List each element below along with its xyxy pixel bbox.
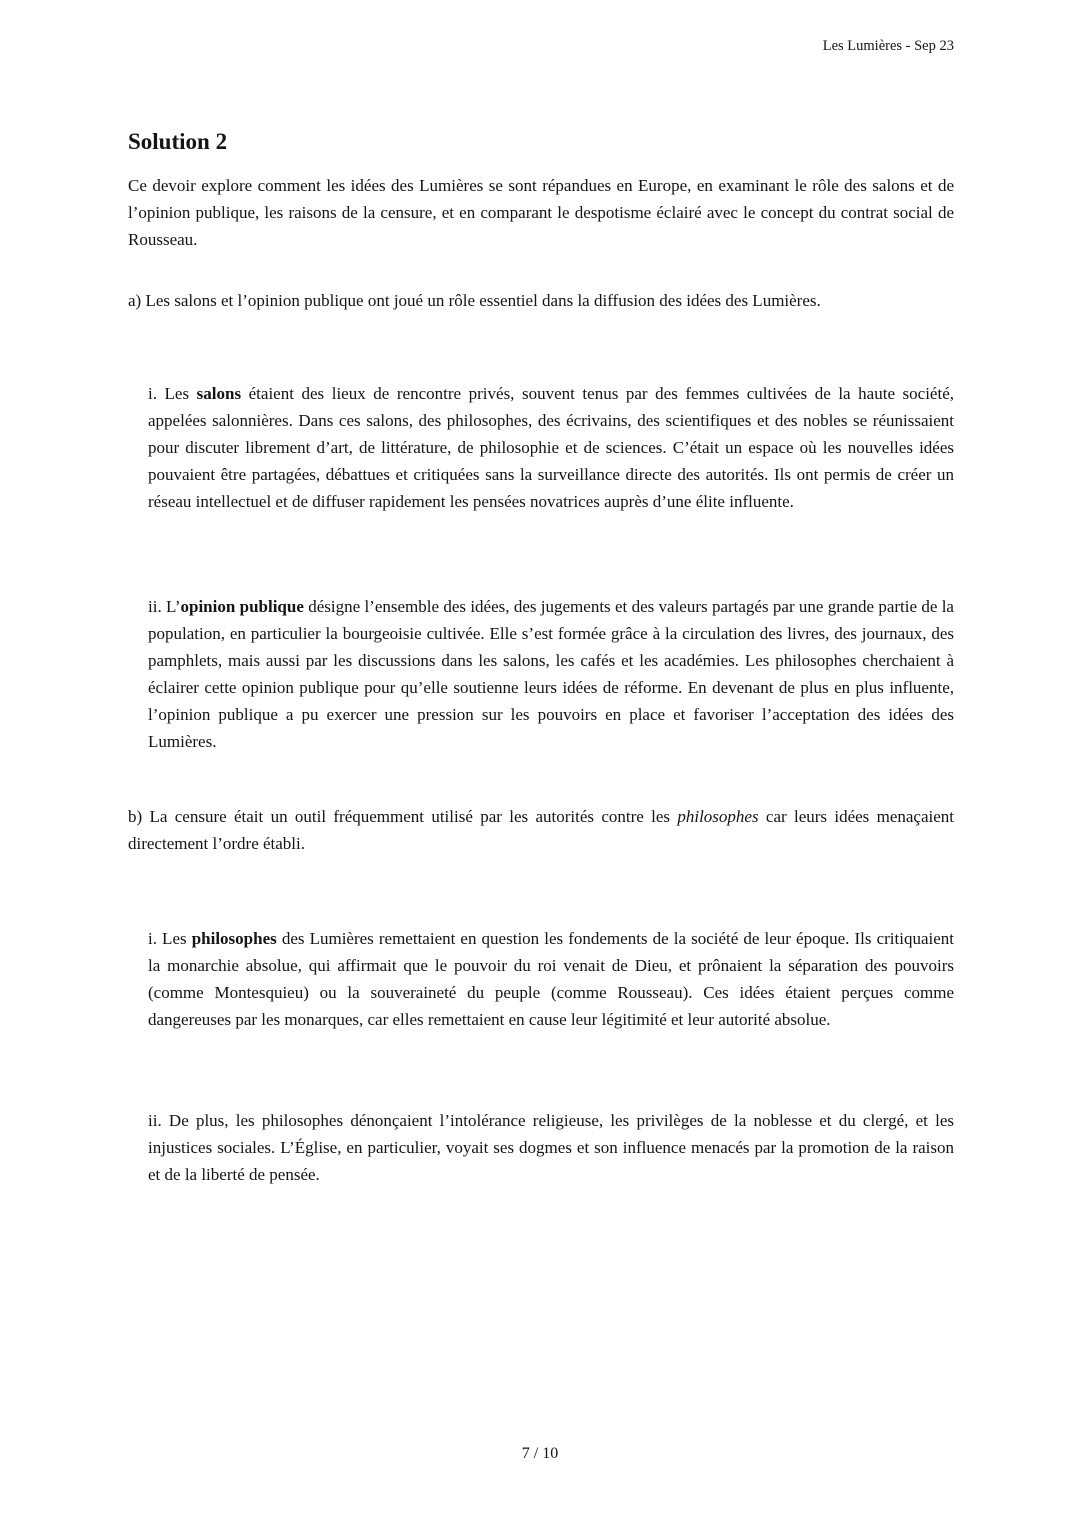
text-segment: a) Les salons et l’opinion publique ont joué un rôle essentiel dans la diffusion des idées des Lumières.	[128, 291, 821, 310]
text-segment: i. Les	[148, 929, 192, 948]
text-segment: désigne l’ensemble des idées, des jugements et des valeurs partagés par une grande partie de la population, en particulier la bourgeoisie cultivée. Elle s’est formée grâce à la circulation des livres, des journaux, des pamphlets, mais aussi par les discussions dans les salons, les cafés et les académies. Les philosophes cherchaient à éclairer cette opinion publique pour qu’elle soutienne leurs idées de réforme. En devenant de plus en plus influente, l’opinion publique a pu exercer une pression sur les pouvoirs en place et favoriser l’acceptation des idées des Lumières.	[148, 597, 954, 751]
text-segment: Ce devoir explore comment les idées des Lumières se sont répandues en Europe, en examinant le rôle des salons et de l’opinion publique, les raisons de la censure, et en comparant le despotisme éclairé avec le concept du contrat social de Rousseau.	[128, 176, 954, 249]
section-title: Solution 2	[128, 129, 228, 154]
text-segment: salons	[196, 384, 242, 403]
text-segment: philosophes	[677, 807, 759, 826]
text-segment: i. Les	[148, 384, 197, 403]
running-title: Les Lumières - Sep 23	[822, 38, 954, 54]
part-a-item-ii	[148, 593, 954, 755]
part-a-lead	[128, 287, 954, 314]
text-segment: opinion publique	[180, 597, 304, 616]
text-segment: ii. De plus, les philosophes dénonçaient l’intolérance religieuse, les privilèges de la noblesse et du clergé, et les injustices sociales. L’Église, en particulier, voyait ses dogmes et son influence menacés par la promotion de la raison et de la liberté de pensée.	[148, 1111, 954, 1184]
text-segment: philosophes	[191, 929, 277, 948]
text-segment: ii. L’	[148, 597, 181, 616]
part-b-item-ii	[148, 1107, 954, 1188]
part-b-item-i	[148, 925, 954, 1033]
text-segment: b) La censure était un outil fréquemment utilisé par les autorités contre les	[128, 807, 678, 826]
part-b-lead	[128, 803, 954, 857]
intro-paragraph	[128, 172, 954, 253]
page-number: 7 / 10	[521, 1445, 559, 1462]
part-a-item-i	[148, 380, 954, 515]
text-segment: car leurs idées menaçaient directement l’ordre établi.	[128, 807, 955, 853]
page-header	[128, 36, 954, 56]
text-segment: des Lumières remettaient en question les fondements de la société de leur époque. Ils critiquaient la monarchie absolue, qui affirmait que le pouvoir du roi venait de Dieu, et prônaient la séparation des pouvoirs (comme Montesquieu) ou la souveraineté du peuple (comme Rousseau). Ces idées étaient perçues comme dangereuses par les monarques, car elles remettaient en cause leur légitimité et leur autorité absolue.	[148, 929, 954, 1029]
text-segment: étaient des lieux de rencontre privés, souvent tenus par des femmes cultivées de la haute société, appelées salonnières. Dans ces salons, des philosophes, des écrivains, des scientifiques et des nobles se réunissaient pour discuter librement d’art, de littérature, de philosophie et de sciences. C’était un espace où les nouvelles idées pouvaient être partagées, débattues et critiquées sans la surveillance directe des autorités. Ils ont permis de créer un réseau intellectuel et de diffuser rapidement les pensées novatrices auprès d’une élite influente.	[148, 384, 954, 511]
